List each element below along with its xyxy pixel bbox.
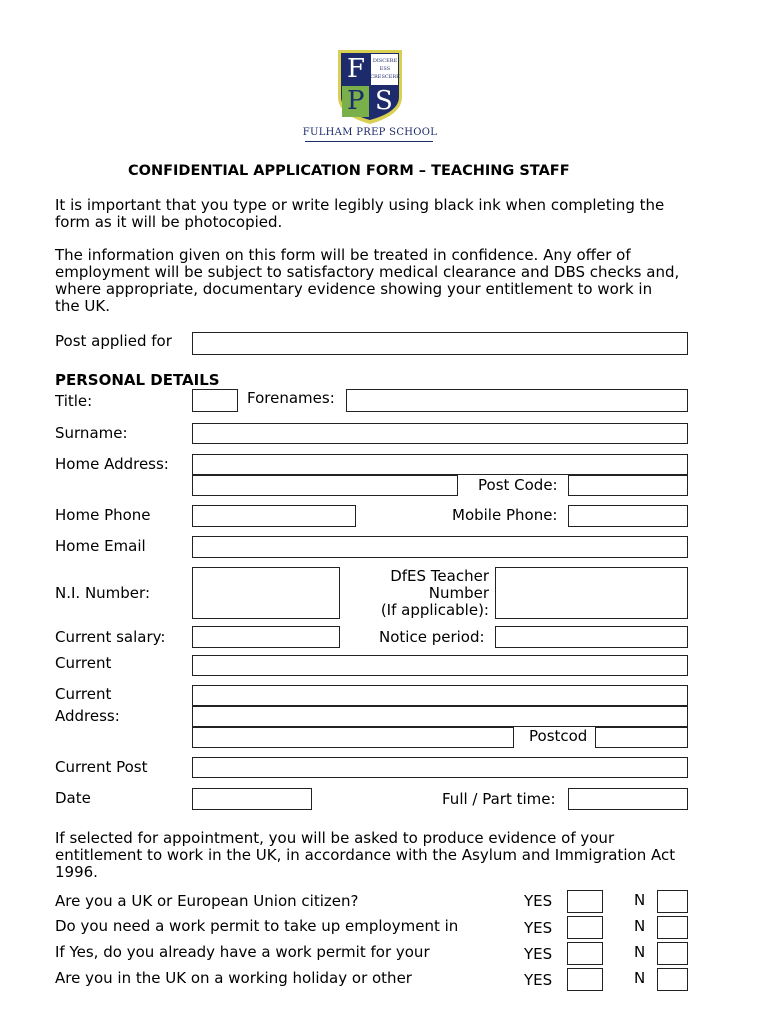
home-email-input[interactable] [192, 536, 688, 558]
form-title: CONFIDENTIAL APPLICATION FORM – TEACHING STAFF [128, 163, 570, 179]
question-4-no-checkbox[interactable] [657, 968, 688, 991]
current-address-line2-input[interactable] [192, 706, 688, 727]
question-3-yes-checkbox[interactable] [567, 942, 603, 965]
question-1-no-label: N [634, 891, 646, 909]
question-2-no-checkbox[interactable] [657, 916, 688, 939]
date-label: Date [55, 789, 91, 807]
crest-motto-line2: ESS [379, 66, 391, 72]
post-applied-input[interactable] [192, 332, 688, 355]
title-label: Title: [55, 392, 93, 410]
current-address-label-1: Current [55, 685, 112, 703]
post-applied-label: Post applied for [55, 332, 172, 350]
dfes-label-line3: (If applicable): [380, 601, 489, 619]
question-4-yes-checkbox[interactable] [567, 968, 603, 991]
question-3-no-label: N [634, 943, 646, 961]
question-4-yes-label: YES [524, 971, 553, 989]
surname-input[interactable] [192, 423, 688, 444]
question-3-text: If Yes, do you already have a work permit for your [55, 943, 430, 961]
title-input[interactable] [192, 389, 238, 412]
school-name: FULHAM PREP SCHOOL [302, 127, 438, 138]
dfes-label-line1: DfES Teacher [390, 567, 489, 585]
current-employer-input[interactable] [192, 655, 688, 676]
post-code-input[interactable] [568, 475, 688, 496]
crest-motto-line1: DISCERE [372, 58, 398, 64]
full-part-time-label: Full / Part time: [442, 790, 556, 808]
forenames-label: Forenames: [247, 389, 335, 407]
home-phone-input[interactable] [192, 505, 356, 527]
current-employer-label: Current [55, 654, 112, 672]
crest-letter-f: F [347, 54, 366, 84]
current-postcode-input[interactable] [595, 727, 688, 748]
question-1-yes-checkbox[interactable] [567, 890, 603, 913]
date-input[interactable] [192, 788, 312, 810]
question-4-text: Are you in the UK on a working holiday or other [55, 969, 412, 987]
personal-details-heading: PERSONAL DETAILS [55, 371, 220, 389]
surname-label: Surname: [55, 424, 128, 442]
current-address-label-2: Address: [55, 707, 120, 725]
crest-letter-s: S [375, 86, 393, 116]
dfes-number-input[interactable] [495, 567, 688, 619]
home-email-label: Home Email [55, 537, 146, 555]
forenames-input[interactable] [346, 389, 688, 412]
question-2-no-label: N [634, 917, 646, 935]
mobile-phone-label: Mobile Phone: [452, 506, 558, 524]
current-post-input[interactable] [192, 757, 688, 778]
crest-letter-p: P [347, 86, 365, 116]
ni-number-label: N.I. Number: [55, 584, 150, 602]
current-address-line1-input[interactable] [192, 685, 688, 706]
notice-period-input[interactable] [495, 626, 688, 648]
current-postcode-label: Postcod [529, 727, 588, 745]
home-address-label: Home Address: [55, 455, 169, 473]
question-2-text: Do you need a work permit to take up employment in [55, 917, 459, 935]
question-1-yes-label: YES [524, 892, 553, 910]
current-post-label: Current Post [55, 758, 148, 776]
post-code-label: Post Code: [478, 476, 558, 494]
full-part-time-input[interactable] [568, 788, 688, 810]
question-1-no-checkbox[interactable] [657, 890, 688, 913]
question-4-no-label: N [634, 969, 646, 987]
question-2-yes-checkbox[interactable] [567, 916, 603, 939]
ni-number-input[interactable] [192, 567, 340, 619]
question-3-no-checkbox[interactable] [657, 942, 688, 965]
intro-paragraph-2: The information given on this form will be treated in confidence. Any offer of employment will be subject to satisfactory medical clearance and DBS checks and, where appropriate, documentary evidence showing your entitlement to work in the UK. [55, 246, 680, 315]
current-salary-label: Current salary: [55, 628, 166, 646]
question-2-yes-label: YES [524, 919, 553, 937]
home-address-line1-input[interactable] [192, 454, 688, 475]
current-address-line3-input[interactable] [192, 727, 514, 748]
mobile-phone-input[interactable] [568, 505, 688, 527]
dfes-label-line2: Number [428, 584, 489, 602]
intro-paragraph-1: It is important that you type or write legibly using black ink when completing the form as it will be photocopied. [55, 196, 665, 231]
notice-period-label: Notice period: [379, 628, 485, 646]
entitlement-paragraph: If selected for appointment, you will be asked to produce evidence of your entitlement to work in the UK, in accordance with the Asylum and Immigration Act 1996. [55, 829, 676, 881]
question-1-text: Are you a UK or European Union citizen? [55, 892, 359, 910]
crest-motto-line3: CRESCERE [370, 74, 400, 80]
home-phone-label: Home Phone [55, 506, 151, 524]
school-crest [337, 49, 403, 125]
current-salary-input[interactable] [192, 626, 340, 648]
home-address-line2-input[interactable] [192, 475, 458, 496]
school-name-underline [305, 141, 433, 142]
question-3-yes-label: YES [524, 945, 553, 963]
